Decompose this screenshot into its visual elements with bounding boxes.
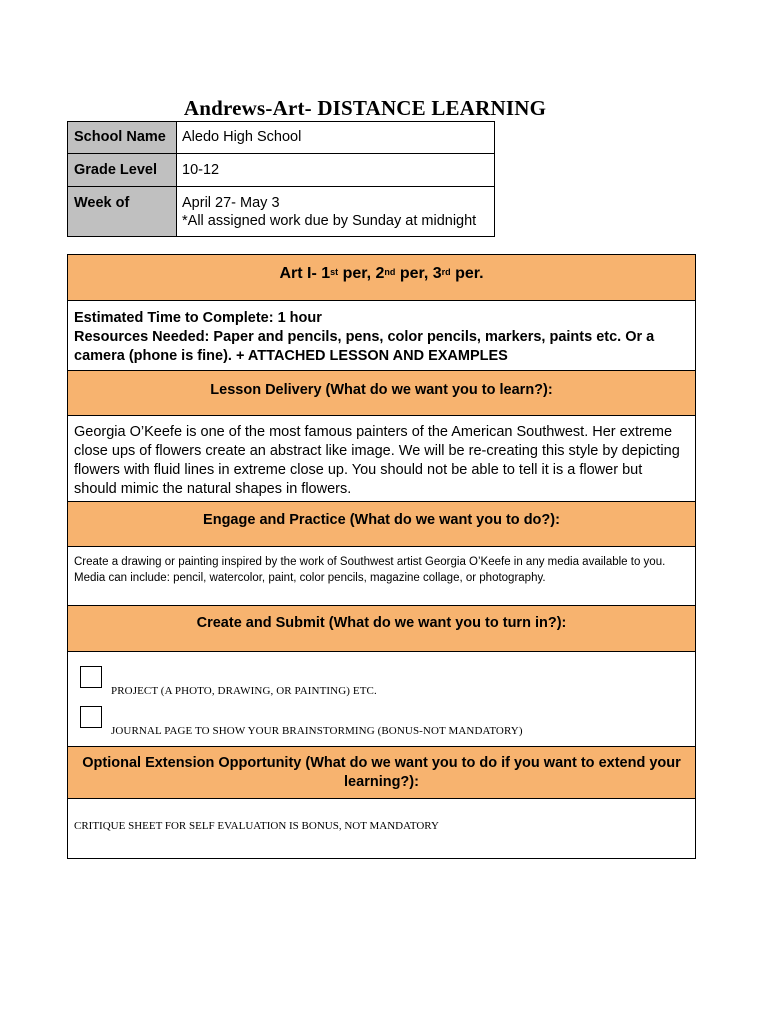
create-submit-heading: Create and Submit (What do we want you to turn in?):	[68, 606, 695, 652]
extension-body: CRITIQUE SHEET FOR SELF EVALUATION IS BONUS, NOT MANDATORY	[74, 820, 439, 832]
page-title: Andrews-Art- DISTANCE LEARNING	[183, 96, 547, 120]
info-table	[67, 121, 495, 237]
extension-heading: Optional Extension Opportunity (What do we want you to do if you want to extend your learning?):	[68, 747, 695, 799]
engage-practice-body: Create a drawing or painting inspired by the work of Southwest artist Georgia O’Keefe in any media available to you. Media can include: pencil, watercolor, paint, color pencils, magazine collage, or photography.	[68, 547, 695, 606]
week-dates: April 27- May 3	[182, 195, 280, 211]
week-of-label: Week of	[68, 187, 177, 237]
project-checkbox[interactable]	[80, 666, 102, 688]
school-name-value: Aledo High School	[177, 122, 495, 154]
grade-level-label: Grade Level	[68, 154, 177, 187]
week-of-value	[177, 187, 495, 237]
due-note: *All assigned work due by Sunday at midnight	[182, 213, 477, 229]
engage-practice-heading: Engage and Practice (What do we want you to do?):	[68, 502, 695, 547]
estimated-time: Estimated Time to Complete: 1 hour	[74, 310, 322, 326]
course-heading: Art I- 1st per, 2nd per, 3rd per.	[68, 255, 695, 301]
lesson-plan-table	[67, 254, 696, 859]
lesson-delivery-body: Georgia O’Keefe is one of the most famous painters of the American Southwest. Her extreme close ups of flowers create an abstract like image. We will be re-creating this style by depicting flowers with fluid lines in extreme close up. You should not be able to tell it is a flower but should mimic the natural shapes in flowers.	[68, 416, 695, 502]
journal-checkbox[interactable]	[80, 706, 102, 728]
grade-row	[68, 154, 495, 187]
school-name-label: School Name	[68, 122, 177, 154]
project-label: PROJECT (A PHOTO, DRAWING, OR PAINTING) ETC.	[111, 685, 377, 697]
lesson-delivery-heading: Lesson Delivery (What do we want you to learn?):	[68, 371, 695, 416]
journal-label: JOURNAL PAGE TO SHOW YOUR BRAINSTORMING (BONUS-NOT MANDATORY)	[111, 725, 523, 737]
resources-needed: Resources Needed: Paper and pencils, pens, color pencils, markers, paints etc. Or a camera (phone is fine). + ATTACHED LESSON AND EXAMPLES	[74, 329, 655, 364]
estimate-section	[68, 301, 695, 371]
week-row	[68, 187, 495, 237]
create-submit-body	[68, 652, 695, 747]
school-row	[68, 122, 495, 154]
grade-level-value: 10-12	[177, 154, 495, 187]
